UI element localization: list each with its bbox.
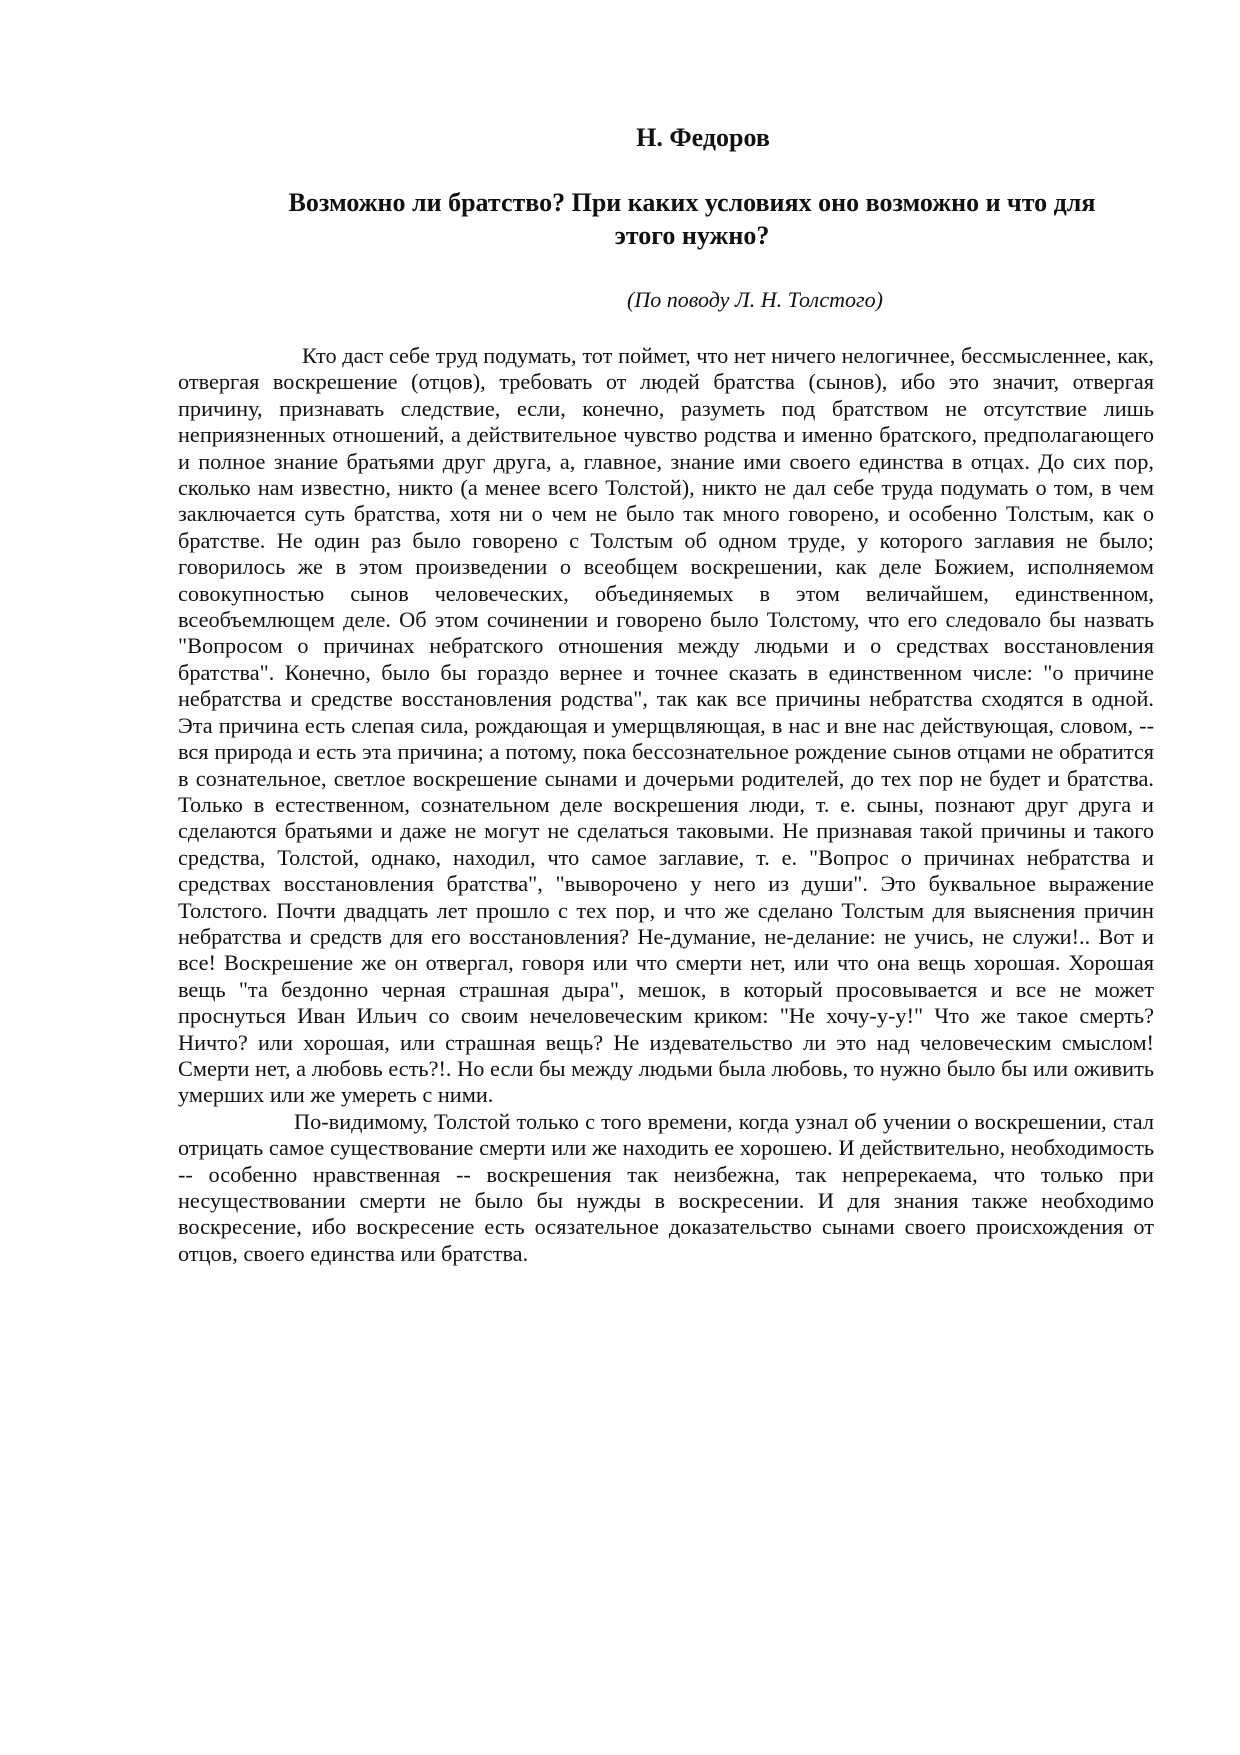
author-name: Н. Федоров — [636, 123, 770, 152]
document-page — [178, 0, 1154, 1755]
paragraph: Кто даст себе труд подумать, тот поймет, что нет ничего нелогичнее, бессмысленнее, как, отвергая воскрешение (отцов), требовать от людей братства (сынов), ибо это значит, отвергая причину, признавать следствие, если, конечно, разуметь под братством не отсутствие лишь неприязненных отношений, а действительное чувство родства и именно братского, предполагающего и полное знание братьями друг друга, а, главное, знание ими своего единства в отцах. До сих пор, сколько нам известно, никто (а менее всего Толстой), никто не дал себе труда подумать о том, в чем заключается суть братства, хотя ни о чем не было так много говорено, и особенно Толстым, как о братстве. Не один раз было говорено с Толстым об одном труде, у которого заглавия не было; говорилось же в этом произведении о всеобщем воскрешении, как деле Божием, исполняемом совокупностью сынов человеческих, объединяемых в этом величайшем, единственном, всеобъемлющем деле. Об этом сочинении и говорено было Толстому, что его следовало бы назвать "Вопросом о причинах небратского отношения между людьми и о средствах восстановления братства". Конечно, было бы гораздо вернее и точнее сказать в единственном числе: "о причине небратства и средстве восстановления родства", так как все причины небратства сходятся в одной. Эта причина есть слепая сила, рождающая и умерщвляющая, в нас и вне нас действующая, словом, -- вся природа и есть эта причина; а потому, пока бессознательное рождение сынов отцами не обратится в сознательное, светлое воскрешение сынами и дочерьми родителей, до тех пор не будет и братства. Только в естественном, сознательном деле воскрешения люди, т. е. сыны, познают друг друга и сделаются братьями и даже не могут не сделаться таковыми. Не признавая такой причины и такого средства, Толстой, однако, находил, что самое заглавие, т. е. "Вопрос о причинах небратства и средствах восстановления братства", "выворочено у него из души". Это буквальное выражение Толстого. Почти двадцать лет прошло с тех пор, и что же сделано Толстым для выяснения причин небратства и средств для его восстановления? Не-думание, не-делание: не учись, не служи!.. Вот и все! Воскрешение же он отвергал, говоря или что смерти нет, или что она вещь хорошая. Хорошая вещь "та бездонно черная страшная дыра", мешок, в который просовывается и все не может проснуться Иван Ильич со своим нечеловеческим криком: "Не хочу-у-у!" Что же такое смерть? Ничто? или хорошая, или страшная вещь? Не издевательство ли это над человеческим смыслом! Смерти нет, а любовь есть?!. Но если бы между людьми была любовь, то нужно было бы или оживить умерших или же умереть с ними. — [178, 343, 1154, 1108]
document-subtitle: (По поводу Л. Н. Толстого) — [627, 287, 883, 312]
paragraph: По-видимому, Толстой только с того времени, когда узнал об учении о воскрешении, стал отрицать самое существование смерти или же находить ее хорошею. И действительно, необходимость -- особенно нравственная -- воскрешения так неизбежна, так непререкаема, что только при несуществовании смерти не было бы нужды в воскресении. И для знания также необходимо воскресение, ибо воскресение есть осязательное доказательство сынами своего происхождения от отцов, своего единства или братства. — [178, 1108, 1154, 1266]
document-title: Возможно ли братство? При каких условиях оно возможно и что для этого нужно? — [288, 188, 1096, 250]
body-text — [178, 343, 1154, 1267]
